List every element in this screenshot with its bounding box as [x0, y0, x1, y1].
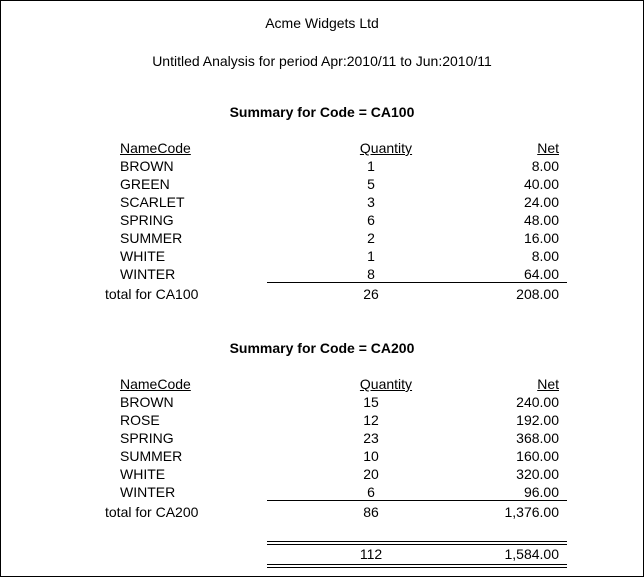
section-title-ca200: Summary for Code = CA200 — [229, 340, 415, 356]
column-header-namecode: NameCode — [120, 140, 191, 156]
row-quantity: 6 — [367, 212, 375, 228]
row-quantity: 1 — [367, 248, 375, 264]
section-title-ca100: Summary for Code = CA100 — [229, 104, 415, 120]
section-total-quantity: 86 — [363, 504, 379, 520]
grand-total-rule-bottom — [267, 564, 567, 565]
table-row — [1, 483, 643, 501]
subtotal-rule — [267, 500, 567, 501]
row-net: 24.00 — [523, 194, 559, 210]
row-net: 8.00 — [531, 158, 559, 174]
row-namecode: WHITE — [120, 248, 166, 264]
row-quantity: 6 — [367, 484, 375, 500]
row-net: 8.00 — [531, 248, 559, 264]
row-net: 40.00 — [523, 176, 559, 192]
row-namecode: SUMMER — [120, 230, 183, 246]
row-net: 160.00 — [516, 448, 559, 464]
section-total-net: 208.00 — [516, 286, 559, 302]
table-row — [1, 429, 643, 447]
section-rows-ca100 — [1, 157, 643, 283]
row-namecode: SCARLET — [120, 194, 185, 210]
row-net: 64.00 — [523, 266, 559, 282]
table-row — [1, 465, 643, 483]
row-quantity: 15 — [363, 394, 379, 410]
report-period-title: Untitled Analysis for period Apr:2010/11 to Jun:2010/11 — [152, 53, 492, 69]
table-row — [1, 411, 643, 429]
row-quantity: 20 — [363, 466, 379, 482]
column-header-quantity: Quantity — [359, 140, 413, 156]
row-quantity: 12 — [363, 412, 379, 428]
row-namecode: WINTER — [120, 266, 176, 282]
column-header-net: Net — [537, 140, 559, 156]
row-net: 192.00 — [516, 412, 559, 428]
grand-total-quantity: 112 — [359, 546, 383, 562]
company-name: Acme Widgets Ltd — [265, 15, 379, 31]
row-net: 96.00 — [523, 484, 559, 500]
row-quantity: 8 — [367, 266, 375, 282]
row-quantity: 5 — [367, 176, 375, 192]
column-header-quantity: Quantity — [359, 376, 413, 392]
table-row — [1, 247, 643, 265]
row-net: 16.00 — [523, 230, 559, 246]
row-namecode: BROWN — [120, 158, 174, 174]
table-row — [1, 265, 643, 283]
table-row — [1, 229, 643, 247]
section-total-label: total for CA200 — [105, 504, 199, 520]
column-header-namecode: NameCode — [120, 376, 191, 392]
row-namecode: SPRING — [120, 212, 174, 228]
row-quantity: 23 — [363, 430, 379, 446]
row-net: 320.00 — [516, 466, 559, 482]
row-quantity: 10 — [363, 448, 379, 464]
row-net: 48.00 — [523, 212, 559, 228]
row-namecode: SUMMER — [120, 448, 183, 464]
section-total-quantity: 26 — [363, 286, 379, 302]
column-header-net: Net — [537, 376, 559, 392]
section-rows-ca200 — [1, 393, 643, 501]
row-namecode: BROWN — [120, 394, 174, 410]
table-row — [1, 211, 643, 229]
table-row — [1, 447, 643, 465]
table-row — [1, 175, 643, 193]
section-total-label: total for CA100 — [105, 286, 199, 302]
row-namecode: GREEN — [120, 176, 170, 192]
row-net: 368.00 — [516, 430, 559, 446]
table-row — [1, 193, 643, 211]
grand-total-net: 1,584.00 — [504, 546, 559, 562]
row-net: 240.00 — [516, 394, 559, 410]
row-namecode: ROSE — [120, 412, 160, 428]
row-namecode: WINTER — [120, 484, 176, 500]
row-namecode: WHITE — [120, 466, 166, 482]
row-namecode: SPRING — [120, 430, 174, 446]
subtotal-rule — [267, 282, 567, 283]
table-row — [1, 393, 643, 411]
table-row — [1, 157, 643, 175]
grand-total-rule-bottom-double — [267, 567, 567, 568]
section-total-net: 1,376.00 — [504, 504, 559, 520]
row-quantity: 1 — [367, 158, 375, 174]
row-quantity: 2 — [367, 230, 375, 246]
grand-total-rule-top — [267, 541, 567, 542]
row-quantity: 3 — [367, 194, 375, 210]
